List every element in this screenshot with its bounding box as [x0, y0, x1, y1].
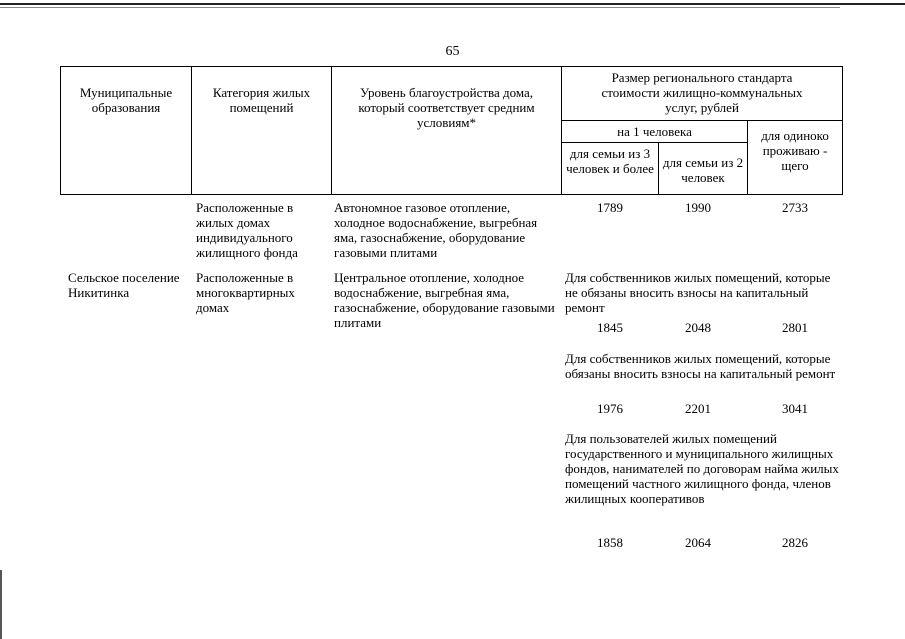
- page-number: 65: [445, 44, 460, 59]
- value-r1-single: 2733: [782, 200, 808, 215]
- header-municipal: Муниципальные образования: [61, 67, 192, 195]
- value-s2-single: 3041: [782, 401, 808, 416]
- header-regional-standard: Размер регионального стандарта стоимости жилищно-коммунальных услуг, рублей: [562, 67, 843, 121]
- level-apartment-buildings: Центральное отопление, холодное водоснабжение, выгребная яма, газоснабжение, оборудование газовыми плитами: [334, 270, 555, 330]
- header-category: Категория жилых помещений: [192, 67, 332, 195]
- level-individual-housing: Автономное газовое отопление, холодное водоснабжение, выгребная яма, газоснабжение, оборудование газовыми плитами: [334, 200, 538, 260]
- value-s2-family2: 2201: [685, 401, 711, 416]
- subgroup-owners-capital-repair: Для собственников жилых помещений, которые обязаны вносить взносы на капитальный ремонт: [565, 351, 836, 381]
- value-s1-family3: 1845: [597, 320, 623, 335]
- standards-table-header: [60, 66, 843, 195]
- value-r1-family2: 1990: [685, 200, 711, 215]
- value-r1-family3: 1789: [597, 200, 623, 215]
- category-apartment-buildings: Расположенные в многоквартирных домах: [196, 270, 295, 315]
- subgroup-tenants-and-cooperatives: Для пользователей жилых помещений государственного и муниципального жилищных фондов, нанимателей по договорам найма жилых помещений частного жилищного фонда, членов жилищных кооперативов: [565, 431, 839, 506]
- category-individual-housing: Расположенные в жилых домах индивидуального жилищного фонда: [196, 200, 298, 260]
- header-family-3: для семьи из 3 человек и более: [562, 143, 659, 195]
- value-s3-family3: 1858: [597, 535, 623, 550]
- subgroup-owners-no-capital-repair: Для собственников жилых помещений, которые не обязаны вносить взносы на капитальный ремонт: [565, 270, 831, 315]
- value-s1-family2: 2048: [685, 320, 711, 335]
- header-family-2: для семьи из 2 человек: [659, 143, 748, 195]
- header-improvement-level: Уровень благоустройства дома, который соответствует средним условиям*: [332, 67, 562, 195]
- municipality-name: Сельское поселение Никитинка: [68, 270, 180, 300]
- scan-border-top: [0, 3, 905, 5]
- scan-edge-left: [0, 570, 2, 639]
- value-s3-family2: 2064: [685, 535, 711, 550]
- scan-border-top-thin: [0, 7, 840, 8]
- value-s3-single: 2826: [782, 535, 808, 550]
- header-per-person: на 1 человека: [562, 121, 748, 143]
- value-s1-single: 2801: [782, 320, 808, 335]
- value-s2-family3: 1976: [597, 401, 623, 416]
- header-single-resident: для одиноко проживаю - щего: [748, 121, 843, 195]
